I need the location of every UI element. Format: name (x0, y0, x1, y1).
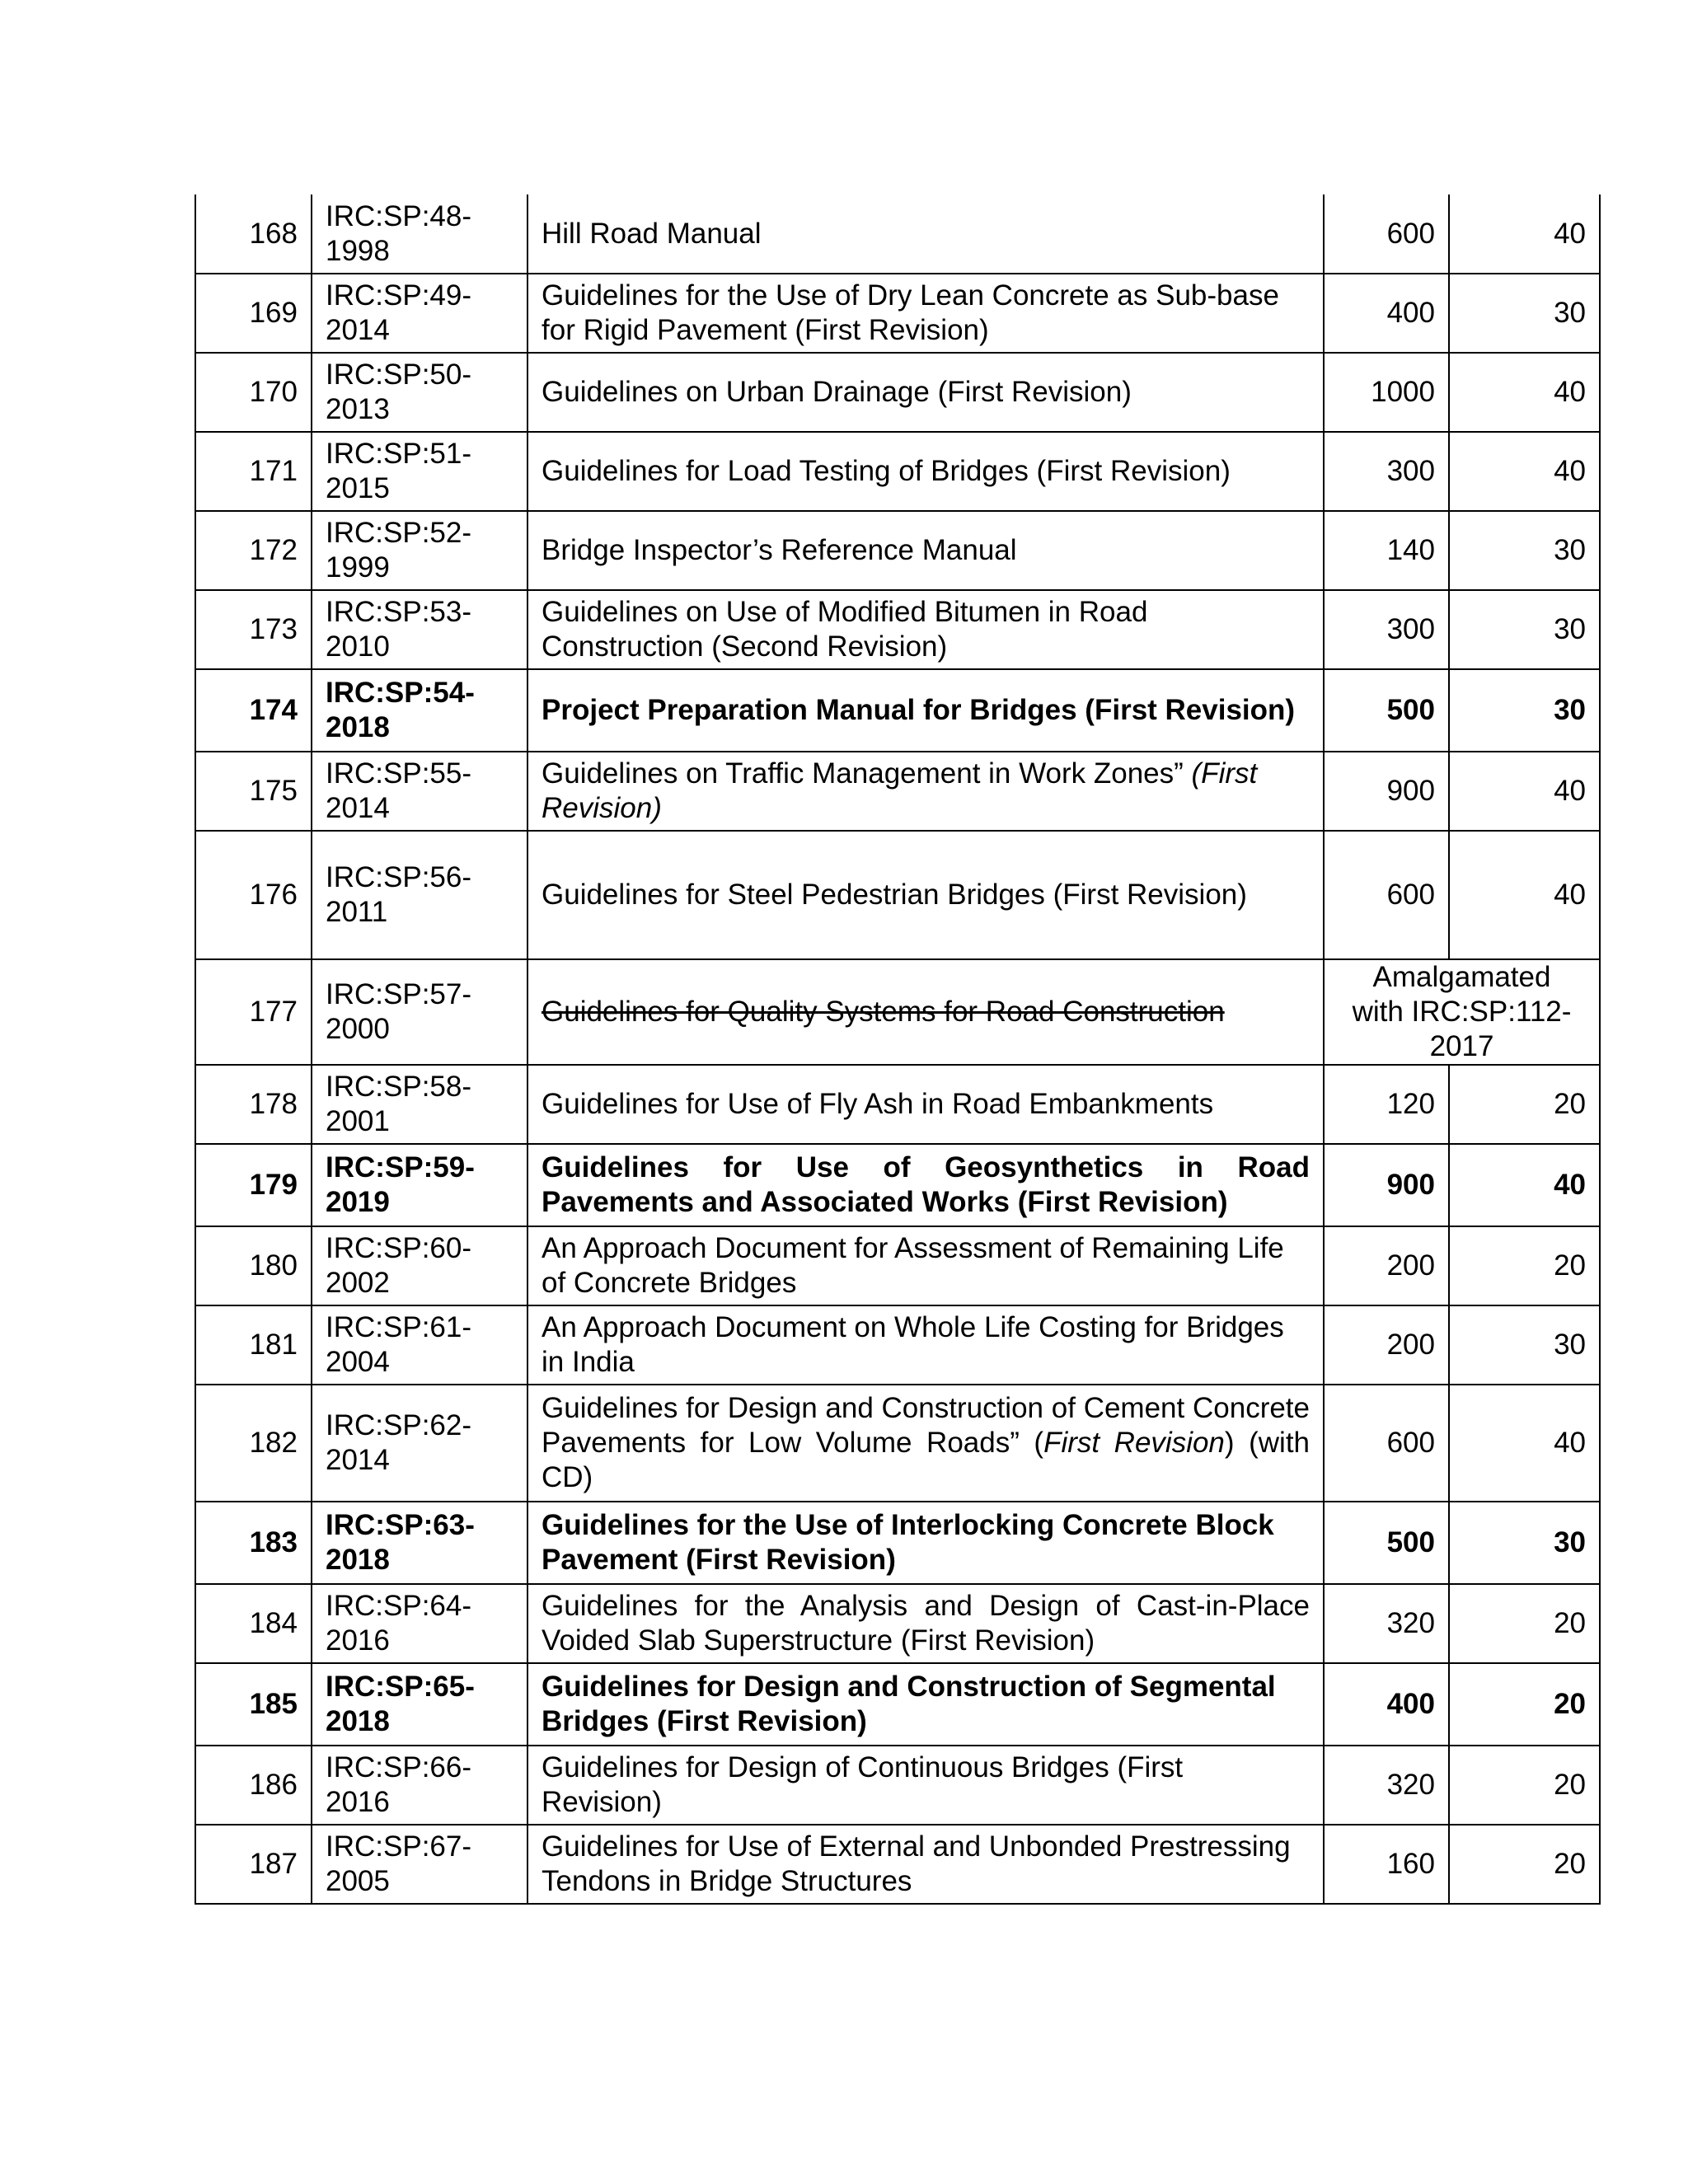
code-line: 2018 (326, 711, 390, 743)
price-cell: 600 (1324, 1385, 1449, 1502)
table-row (195, 1385, 1600, 1502)
serial-number-cell: 187 (195, 1825, 312, 1904)
postage-cell: 30 (1449, 274, 1600, 353)
code-cell (312, 1584, 528, 1663)
table-row (195, 1144, 1600, 1226)
code-line: IRC:SP:55- (326, 757, 471, 790)
title-cell (528, 1663, 1324, 1746)
code-line: 2011 (326, 896, 388, 928)
code-cell (312, 1663, 528, 1746)
postage-cell: 40 (1449, 353, 1600, 432)
table-row (195, 590, 1600, 669)
code-cell (312, 1825, 528, 1904)
title-text: Guidelines for Design and Construction of Segmental Bridges (First Revision) (542, 1671, 1276, 1737)
table-row (195, 274, 1600, 353)
code-line: 2018 (326, 1544, 390, 1576)
title-text: Guidelines for Quality Systems for Road Construction (542, 996, 1225, 1028)
postage-cell: 40 (1449, 432, 1600, 511)
title-text: An Approach Document for Assessment of Remaining Life of Concrete Bridges (542, 1232, 1284, 1299)
code-line: 2014 (326, 792, 390, 824)
code-cell (312, 1065, 528, 1144)
code-cell (312, 1385, 528, 1502)
code-cell (312, 511, 528, 590)
title-text: Guidelines on Use of Modified Bitumen in Road Construction (Second Revision) (542, 596, 1148, 663)
code-cell (312, 194, 528, 274)
title-text: Guidelines on Traffic Management in Work Zones” (542, 757, 1192, 790)
publications-table (195, 194, 1601, 1905)
code-line: 2018 (326, 1705, 390, 1737)
code-line: IRC:SP:56- (326, 861, 471, 893)
code-line: IRC:SP:63- (326, 1509, 475, 1541)
table-row (195, 1663, 1600, 1746)
code-line: 1999 (326, 551, 390, 583)
serial-number-cell: 183 (195, 1502, 312, 1584)
code-line: IRC:SP:51- (326, 438, 471, 470)
title-text: Guidelines for Use of Fly Ash in Road Embankments (542, 1088, 1214, 1120)
code-cell (312, 432, 528, 511)
price-cell: 400 (1324, 274, 1449, 353)
serial-number-cell: 184 (195, 1584, 312, 1663)
code-line: IRC:SP:54- (326, 677, 475, 709)
code-cell (312, 1502, 528, 1584)
title-cell (528, 1746, 1324, 1825)
serial-number-cell: 182 (195, 1385, 312, 1502)
amalgamated-note-line: Amalgamated (1372, 961, 1551, 993)
code-line: 2014 (326, 314, 390, 346)
title-cell (528, 959, 1324, 1065)
price-cell: 600 (1324, 194, 1449, 274)
title-text: Guidelines for the Use of Interlocking Concrete Block Pavement (First Revision) (542, 1509, 1274, 1576)
price-cell: 200 (1324, 1305, 1449, 1385)
title-cell (528, 1226, 1324, 1305)
table-row (195, 1305, 1600, 1385)
price-cell: 320 (1324, 1584, 1449, 1663)
table-row (195, 1825, 1600, 1904)
code-line: 1998 (326, 234, 390, 267)
serial-number-cell: 170 (195, 353, 312, 432)
price-cell: 200 (1324, 1226, 1449, 1305)
code-line: 2013 (326, 393, 390, 425)
code-line: IRC:SP:64- (326, 1590, 471, 1622)
postage-cell: 40 (1449, 1385, 1600, 1502)
title-cell (528, 1144, 1324, 1226)
postage-cell: 20 (1449, 1584, 1600, 1663)
title-cell (528, 194, 1324, 274)
code-cell (312, 274, 528, 353)
postage-cell: 30 (1449, 590, 1600, 669)
code-line: IRC:SP:49- (326, 279, 471, 312)
postage-cell: 20 (1449, 1663, 1600, 1746)
postage-cell: 20 (1449, 1065, 1600, 1144)
serial-number-cell: 177 (195, 959, 312, 1065)
price-cell: 900 (1324, 1144, 1449, 1226)
price-cell: 600 (1324, 831, 1449, 959)
table-row (195, 669, 1600, 752)
title-text: An Approach Document on Whole Life Costing for Bridges in India (542, 1311, 1284, 1378)
title-text: Guidelines for Steel Pedestrian Bridges (First Revision) (542, 879, 1247, 911)
title-text: ) (with CD) (542, 1427, 1311, 1493)
code-cell (312, 959, 528, 1065)
table-row (195, 1502, 1600, 1584)
serial-number-cell: 186 (195, 1746, 312, 1825)
title-text: Guidelines for the Use of Dry Lean Concrete as Sub-base for Rigid Pavement (First Revision) (542, 279, 1279, 346)
price-cell: 300 (1324, 590, 1449, 669)
title-cell (528, 590, 1324, 669)
amalgamated-note-cell (1324, 959, 1600, 1065)
postage-cell: 30 (1449, 669, 1600, 752)
serial-number-cell: 171 (195, 432, 312, 511)
code-line: 2005 (326, 1865, 390, 1897)
amalgamated-note-line: with IRC:SP:112- (1352, 996, 1572, 1028)
code-line: IRC:SP:65- (326, 1671, 475, 1703)
table-row (195, 831, 1600, 959)
serial-number-cell: 169 (195, 274, 312, 353)
title-cell (528, 1825, 1324, 1904)
postage-cell: 30 (1449, 1502, 1600, 1584)
serial-number-cell: 178 (195, 1065, 312, 1144)
serial-number-cell: 176 (195, 831, 312, 959)
code-cell (312, 590, 528, 669)
serial-number-cell: 172 (195, 511, 312, 590)
table-row (195, 353, 1600, 432)
title-cell (528, 511, 1324, 590)
title-cell (528, 1065, 1324, 1144)
code-line: 2001 (326, 1105, 390, 1137)
table-row (195, 1226, 1600, 1305)
code-cell (312, 353, 528, 432)
postage-cell: 20 (1449, 1746, 1600, 1825)
code-line: IRC:SP:59- (326, 1151, 475, 1183)
code-line: IRC:SP:52- (326, 517, 471, 549)
price-cell: 500 (1324, 1502, 1449, 1584)
price-cell: 500 (1324, 669, 1449, 752)
code-line: IRC:SP:61- (326, 1311, 471, 1343)
publications-table-body (195, 194, 1600, 1904)
title-cell (528, 1305, 1324, 1385)
title-text: Guidelines for the Analysis and Design of Cast-in-Place Voided Slab Superstructure (First Revision) (542, 1590, 1310, 1657)
code-line: IRC:SP:62- (326, 1409, 471, 1441)
amalgamated-note-line: 2017 (1429, 1030, 1494, 1062)
postage-cell: 40 (1449, 1144, 1600, 1226)
code-cell (312, 1226, 528, 1305)
code-line: IRC:SP:53- (326, 596, 471, 628)
serial-number-cell: 179 (195, 1144, 312, 1226)
serial-number-cell: 185 (195, 1663, 312, 1746)
serial-number-cell: 181 (195, 1305, 312, 1385)
serial-number-cell: 174 (195, 669, 312, 752)
title-cell (528, 353, 1324, 432)
title-text: Guidelines for Use of Geosynthetics in Road Pavements and Associated Works (First Revision) (542, 1151, 1310, 1218)
code-cell (312, 752, 528, 831)
price-cell: 320 (1324, 1746, 1449, 1825)
title-cell (528, 669, 1324, 752)
price-cell: 900 (1324, 752, 1449, 831)
title-cell (528, 831, 1324, 959)
title-text: Project Preparation Manual for Bridges (First Revision) (542, 694, 1296, 726)
table-row (195, 194, 1600, 274)
code-cell (312, 1746, 528, 1825)
price-cell: 1000 (1324, 353, 1449, 432)
code-line: IRC:SP:58- (326, 1071, 471, 1103)
postage-cell: 40 (1449, 194, 1600, 274)
title-cell (528, 752, 1324, 831)
table-row (195, 1584, 1600, 1663)
table-row (195, 959, 1600, 1065)
title-text: Guidelines for Load Testing of Bridges (First Revision) (542, 455, 1231, 487)
serial-number-cell: 180 (195, 1226, 312, 1305)
price-cell: 140 (1324, 511, 1449, 590)
title-cell (528, 432, 1324, 511)
postage-cell: 20 (1449, 1226, 1600, 1305)
title-cell (528, 1502, 1324, 1584)
code-line: 2016 (326, 1786, 390, 1818)
title-text: Bridge Inspector’s Reference Manual (542, 534, 1017, 566)
serial-number-cell: 168 (195, 194, 312, 274)
title-text: First Revision (1043, 1427, 1225, 1459)
table-row (195, 752, 1600, 831)
table-row (195, 1746, 1600, 1825)
postage-cell: 30 (1449, 511, 1600, 590)
code-line: 2016 (326, 1624, 390, 1657)
title-cell (528, 1385, 1324, 1502)
code-cell (312, 1305, 528, 1385)
code-cell (312, 831, 528, 959)
title-text: Guidelines for Design of Continuous Bridges (First Revision) (542, 1751, 1184, 1818)
table-row (195, 511, 1600, 590)
price-cell: 300 (1324, 432, 1449, 511)
code-line: IRC:SP:48- (326, 199, 471, 232)
serial-number-cell: 175 (195, 752, 312, 831)
serial-number-cell: 173 (195, 590, 312, 669)
code-line: IRC:SP:57- (326, 978, 471, 1010)
code-line: IRC:SP:67- (326, 1830, 471, 1863)
code-line: IRC:SP:60- (326, 1232, 471, 1264)
code-cell (312, 669, 528, 752)
code-line: 2014 (326, 1444, 390, 1476)
title-text: Guidelines on Urban Drainage (First Revision) (542, 376, 1132, 408)
code-line: 2010 (326, 630, 390, 663)
title-text: (First Revision) (542, 757, 1258, 824)
postage-cell: 40 (1449, 752, 1600, 831)
postage-cell: 40 (1449, 831, 1600, 959)
code-line: 2004 (326, 1346, 390, 1378)
title-text: Hill Road Manual (542, 217, 762, 250)
table-row (195, 1065, 1600, 1144)
code-line: 2015 (326, 472, 390, 504)
title-cell (528, 274, 1324, 353)
title-cell (528, 1584, 1324, 1663)
code-line: 2002 (326, 1267, 390, 1299)
price-cell: 160 (1324, 1825, 1449, 1904)
postage-cell: 30 (1449, 1305, 1600, 1385)
code-line: IRC:SP:50- (326, 359, 471, 391)
postage-cell: 20 (1449, 1825, 1600, 1904)
table-row (195, 432, 1600, 511)
code-line: IRC:SP:66- (326, 1751, 471, 1783)
price-cell: 400 (1324, 1663, 1449, 1746)
title-text: Guidelines for Use of External and Unbonded Prestressing Tendons in Bridge Structures (542, 1830, 1291, 1897)
code-line: 2000 (326, 1013, 390, 1045)
title-text: Guidelines for Design and Construction of Cement Concrete Pavements for Low Volume Roads” ( (542, 1392, 1310, 1459)
price-cell: 120 (1324, 1065, 1449, 1144)
code-cell (312, 1144, 528, 1226)
code-line: 2019 (326, 1186, 390, 1218)
